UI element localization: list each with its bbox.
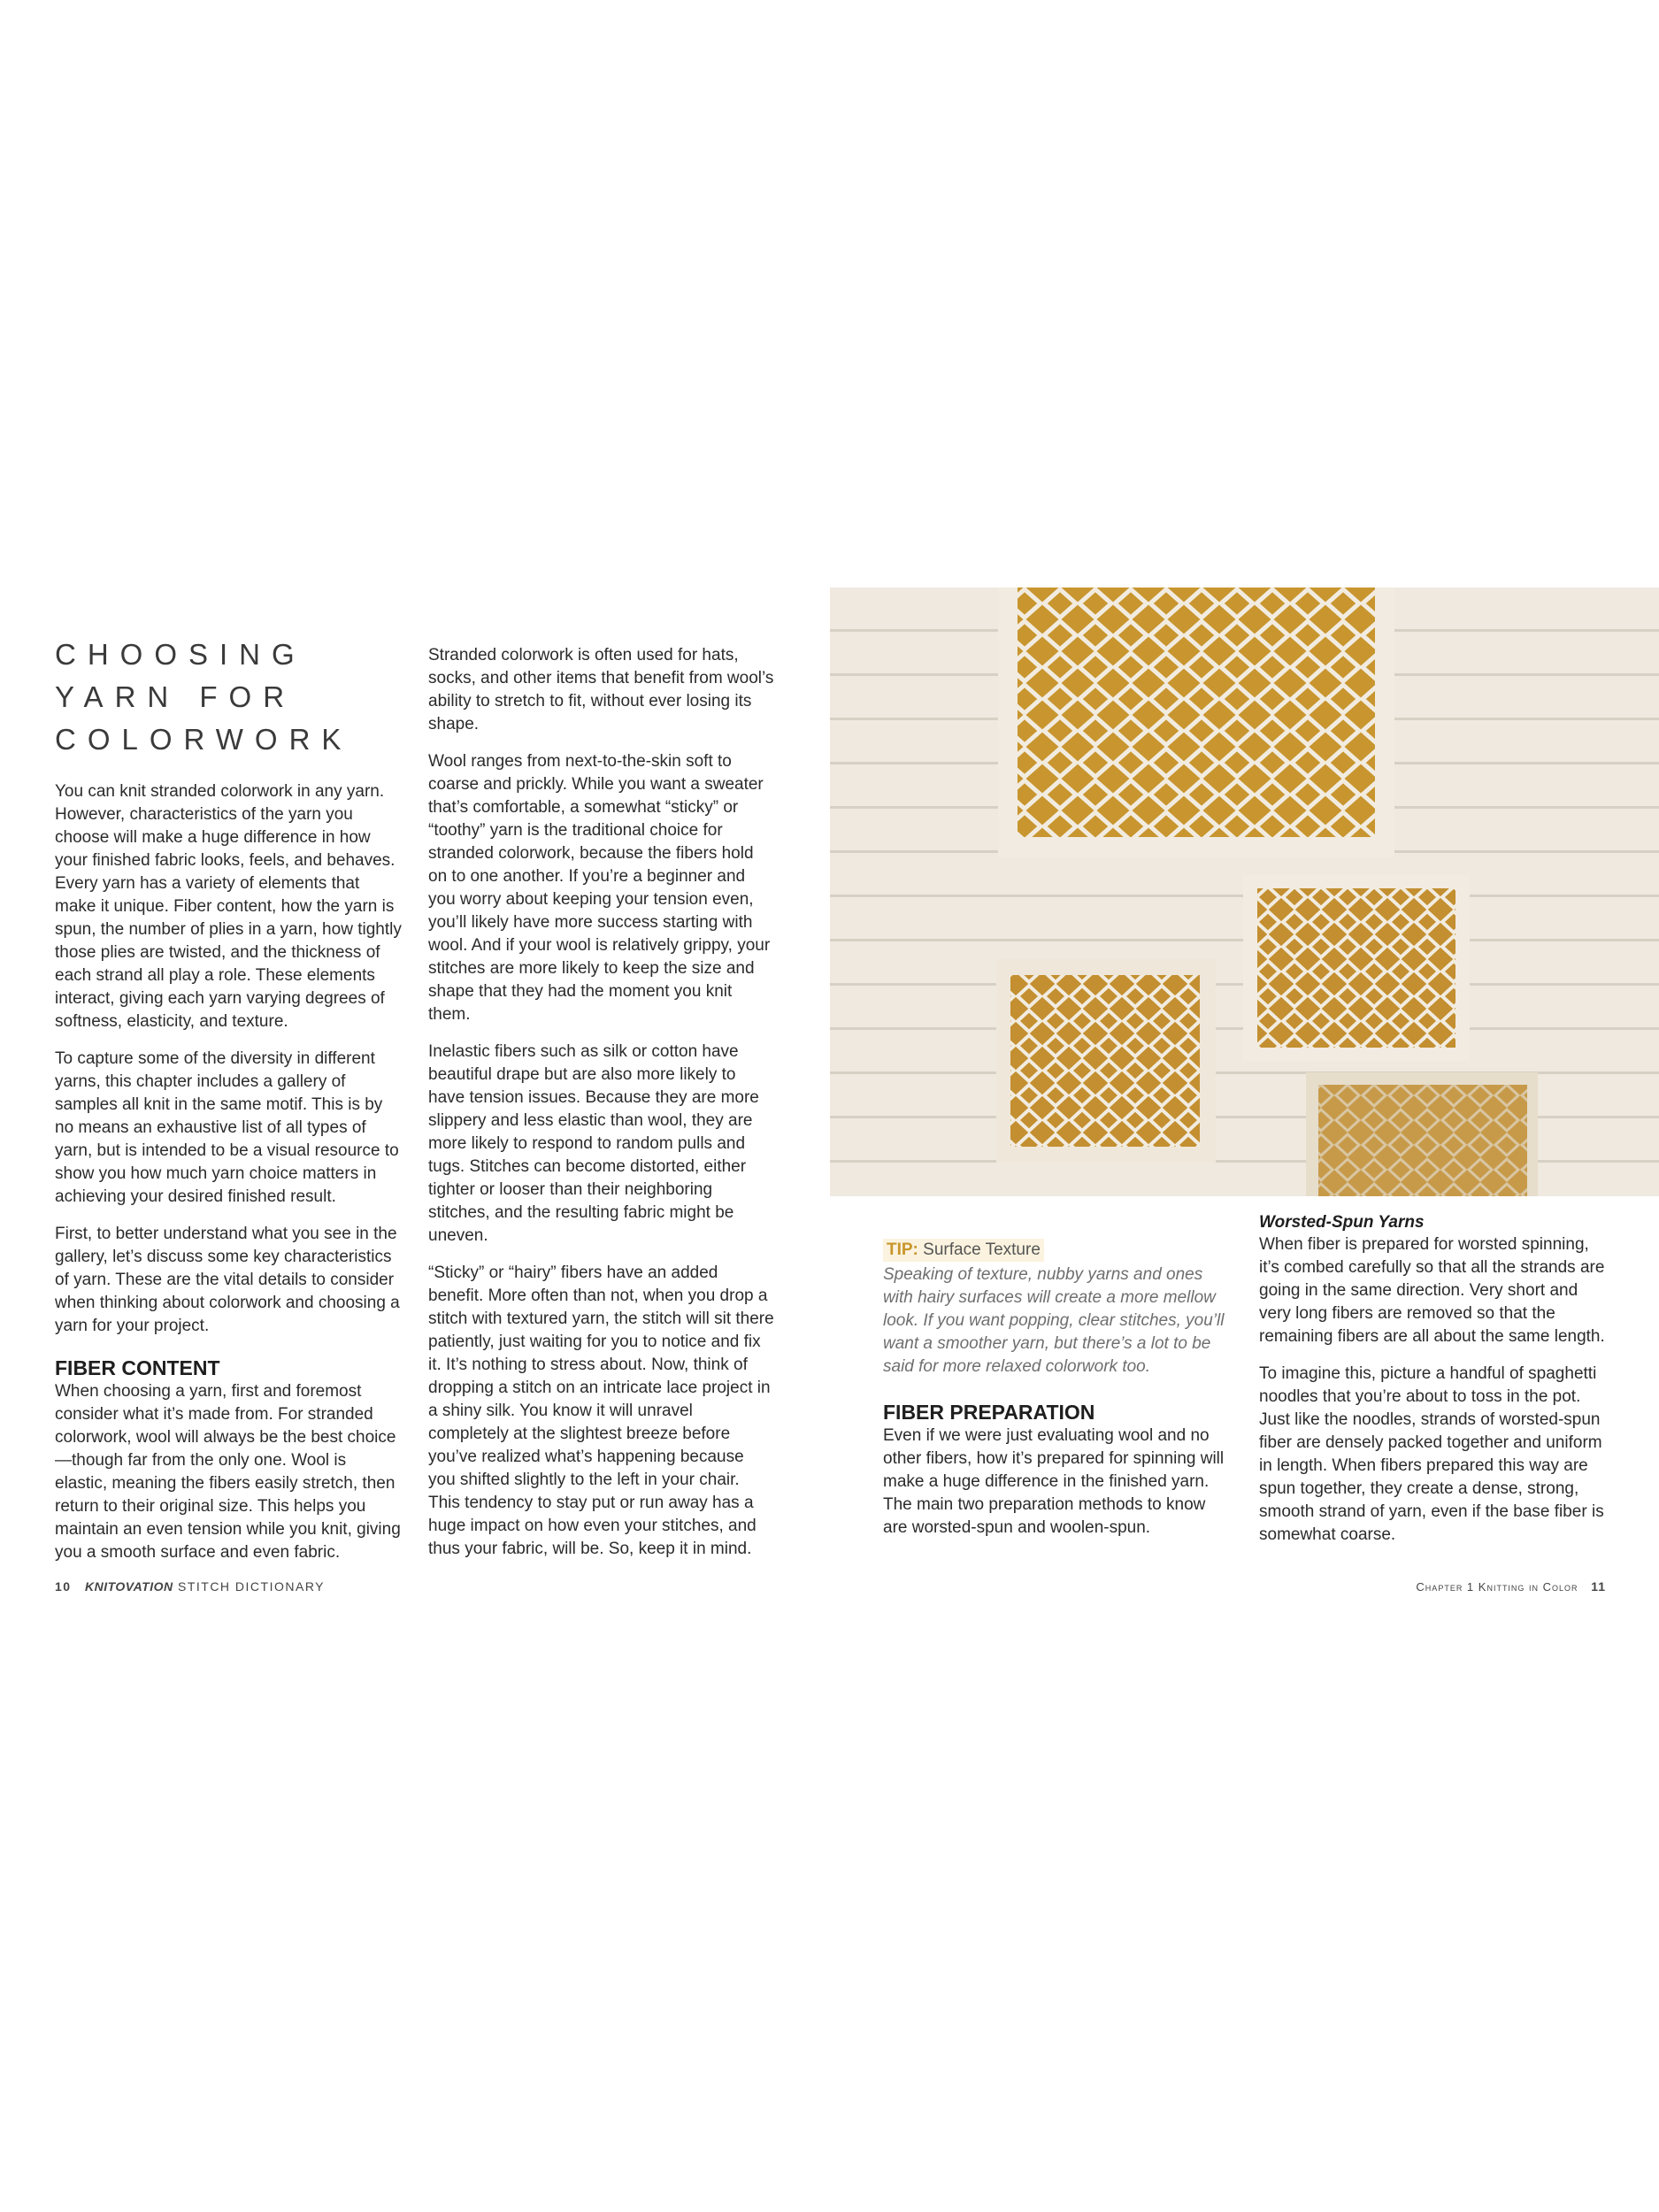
paragraph: Wool ranges from next-to-the-skin soft to coarse and prickly. While you want a sweater that’s comfortable, a somewhat “sticky” or “toothy” yarn is the traditional choice for stranded colorwork, because the fibers hold on to one another. If you’re a beginner and you worry about keeping your tension even, you’ll likely have more success starting with wool. And if your wool is relatively grippy, your stitches are more likely to keep the size and shape that they had the moment you knit them. [428,752,771,1024]
tip-header [883,1239,1044,1262]
paragraph: “Sticky” or “hairy” fibers have an added benefit. More often than not, when you drop a stitch with textured yarn, the stitch will sit there patiently, just waiting for you to notice and fix it. It’s nothing to stress about. Now, think of dropping a stitch on an intricate lace project in a shiny silk. You know it will unravel completely at the slightest breeze before you’ve realized what’s happening because you shifted slightly to the left in your chair. This tendency to stay put or run away has a huge impact on how even your stitches, and thus your fabric, will be. So, keep it in mind. [428,1263,774,1558]
page-number: 10 [55,1579,72,1594]
paragraph: First, to better understand what you see in the gallery, let’s discuss some key characteristics of yarn. These are the vital details to consider when thinking about colorwork and choosing a yarn for your project. [55,1225,400,1335]
swatch-large-pattern [1018,588,1375,837]
swatch-photo-image [830,588,1659,1196]
swatch-medium-pattern [1257,888,1455,1048]
tip-label: TIP: [887,1240,918,1259]
page-number: 11 [1591,1579,1606,1594]
tip-callout [883,1239,1230,1379]
left-column-2 [428,644,775,1575]
swatch-photo [830,588,1659,1196]
fiber-preparation-section [883,1400,1230,1554]
subheading-worsted-spun: Worsted-Spun Yarns [1259,1213,1425,1232]
paragraph: To capture some of the diversity in different yarns, this chapter includes a gallery of samples all knit in the same motif. This is by no means an exhaustive list of all types of yarn, but is intended to be a visual resource to show you how much yarn choice matters in achieving your desired finished result. [55,1049,399,1206]
tip-title: Surface Texture [923,1240,1041,1259]
paragraph: To imagine this, picture a handful of spaghetti noodles that you’re about to toss in the pot. Just like the noodles, strands of worsted-spun fiber are densely packed together and uniform in length. When fibers prepared this way are spun together, they create a dense, strong, smooth strand of yarn, even if the base fiber is somewhat coarse. [1259,1364,1604,1544]
section-heading-fiber-content: FIBER CONTENT [55,1356,220,1379]
book-title: STITCH DICTIONARY [177,1579,326,1594]
chapter-label: Chapter 1 Knitting in Color [1416,1580,1578,1594]
worsted-spun-section [1259,1212,1606,1561]
paragraph: Inelastic fibers such as silk or cotton have beautiful drape but are also more likely to have tension issues. Because they are more slippery and less elastic than wool, they are more likely to respond to random pulls and tugs. Stitches can become distorted, either tighter or looser than their neighboring stitches, and the resulting fabric might be uneven. [428,1042,759,1245]
paragraph: You can knit stranded colorwork in any yarn. However, characteristics of the yarn you choose will make a huge difference in how your finished fabric looks, feels, and behaves. Every yarn has a variety of elements that make it unique. Fiber content, how the yarn is spun, the number of plies in a yarn, how tightly those plies are twisted, and the thickness of each strand all play a role. These elements interact, giving each yarn varying degrees of softness, elasticity, and texture. [55,782,402,1031]
swatch-bottom-pattern [1318,1085,1527,1196]
left-column-1 [55,780,402,1578]
paragraph: When fiber is prepared for worsted spinning, it’s combed carefully so that all the strands are going in the same direction. Very short and very long fibers are removed so that the remaining fibers are all about the same length. [1259,1235,1605,1346]
paragraph: Even if we were just evaluating wool and no other fibers, how it’s prepared for spinning will make a huge difference in the finished yarn. The main two preparation methods to know are worsted-spun and woolen-spun. [883,1426,1225,1537]
swatch-left-pattern [1010,975,1200,1147]
left-footer [55,1579,325,1594]
brand-name: KNITOVATION [84,1579,173,1594]
right-footer [1248,1579,1606,1594]
page-title: CHOOSING YARN FOR COLORWORK [55,638,353,756]
tip-text: Speaking of texture, nubby yarns and ones with hairy surfaces will create a more mellow look. If you want popping, clear stitches, you’ll want a smoother yarn, but there’s a lot to be said for more relaxed colorwork too. [883,1265,1225,1376]
section-heading-fiber-preparation: FIBER PREPARATION [883,1401,1095,1424]
paragraph: Stranded colorwork is often used for hats, socks, and other items that benefit from wool’s ability to stretch to fit, without ever losing its shape. [428,646,774,733]
paragraph: When choosing a yarn, first and foremost consider what it’s made from. For stranded colorwork, wool will always be the best choice—though far from the only one. Wool is elastic, meaning the fibers easily stretch, then return to their original size. This helps you maintain an even tension while you knit, giving you a smooth surface and even fabric. [55,1382,401,1562]
